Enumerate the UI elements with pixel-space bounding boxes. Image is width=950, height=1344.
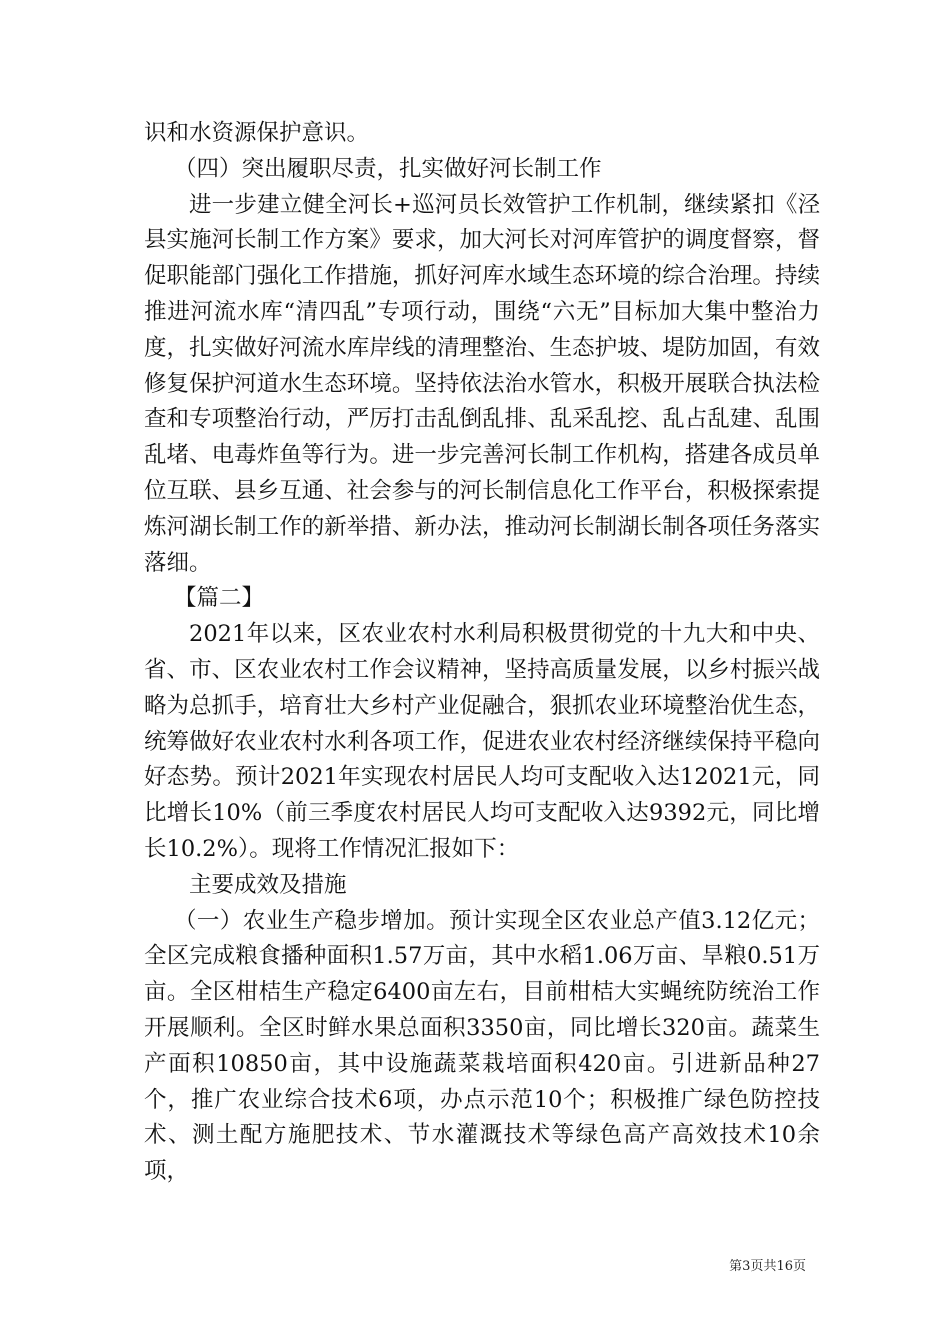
- paragraph-continuation: 识和水资源保护意识。: [144, 120, 370, 146]
- paragraph-agri-production: （一）农业生产稳步增加。预计实现全区农业总产值3.12亿元；全区完成粮食播种面积1.57万亩，其中水稻1.06万亩、旱粮0.51万亩。全区柑桔生产稳定6400亩左右，目前柑桔大实蝇统防统治工作开展顺利。全区时鲜水果总面积3350亩，同比增长320亩。蔬菜生产面积10850亩，其中设施蔬菜栽培面积420亩。引进新品种27个，推广农业综合技术6项，办点示范10个；积极推广绿色防控技术、测土配方施肥技术、节水灌溉技术等绿色高产高效技术10余项，: [144, 907, 820, 1185]
- section-title-part-two: 【篇二】: [174, 585, 265, 612]
- section-heading-4: （四）突出履职尽责，扎实做好河长制工作: [174, 155, 602, 182]
- subheading-main-results: 主要成效及措施: [189, 871, 347, 898]
- paragraph-river-chief: 进一步建立健全河长+巡河员长效管护工作机制，继续紧扣《泾县实施河长制工作方案》要求，加大河长对河库管护的调度督察，督促职能部门强化工作措施，抓好河库水域生态环境的综合治理。持续推进河流水库“清四乱”专项行动，围绕“六无”目标加大集中整治力度，扎实做好河流水库岸线的清理整治、生态护坡、堤防加固，有效修复保护河道水生态环境。坚持依法治水管水，积极开展联合执法检查和专项整治行动，严厉打击乱倒乱排、乱采乱挖、乱占乱建、乱围乱堵、电毒炸鱼等行为。进一步完善河长制工作机构，搭建各成员单位互联、县乡互通、社会参与的河长制信息化工作平台，积极探索提炼河湖长制工作的新举措、新办法，推动河长制湖长制各项任务落实落细。: [144, 191, 820, 576]
- document-body: [144, 116, 820, 1190]
- paragraph-intro-2021: 2021年以来，区农业农村水利局积极贯彻党的十九大和中央、省、市、区农业农村工作会议精神，坚持高质量发展，以乡村振兴战略为总抓手，培育壮大乡村产业促融合，狠抓农业环境整治优生态，统筹做好农业农村水利各项工作，促进农业农村经济继续保持平稳向好态势。预计2021年实现农村居民人均可支配收入达12021元，同比增长10%（前三季度农村居民人均可支配收入达9392元，同比增长10.2%）。现将工作情况汇报如下：: [144, 621, 820, 862]
- page-number-footer: 第3页共16页: [729, 1259, 806, 1274]
